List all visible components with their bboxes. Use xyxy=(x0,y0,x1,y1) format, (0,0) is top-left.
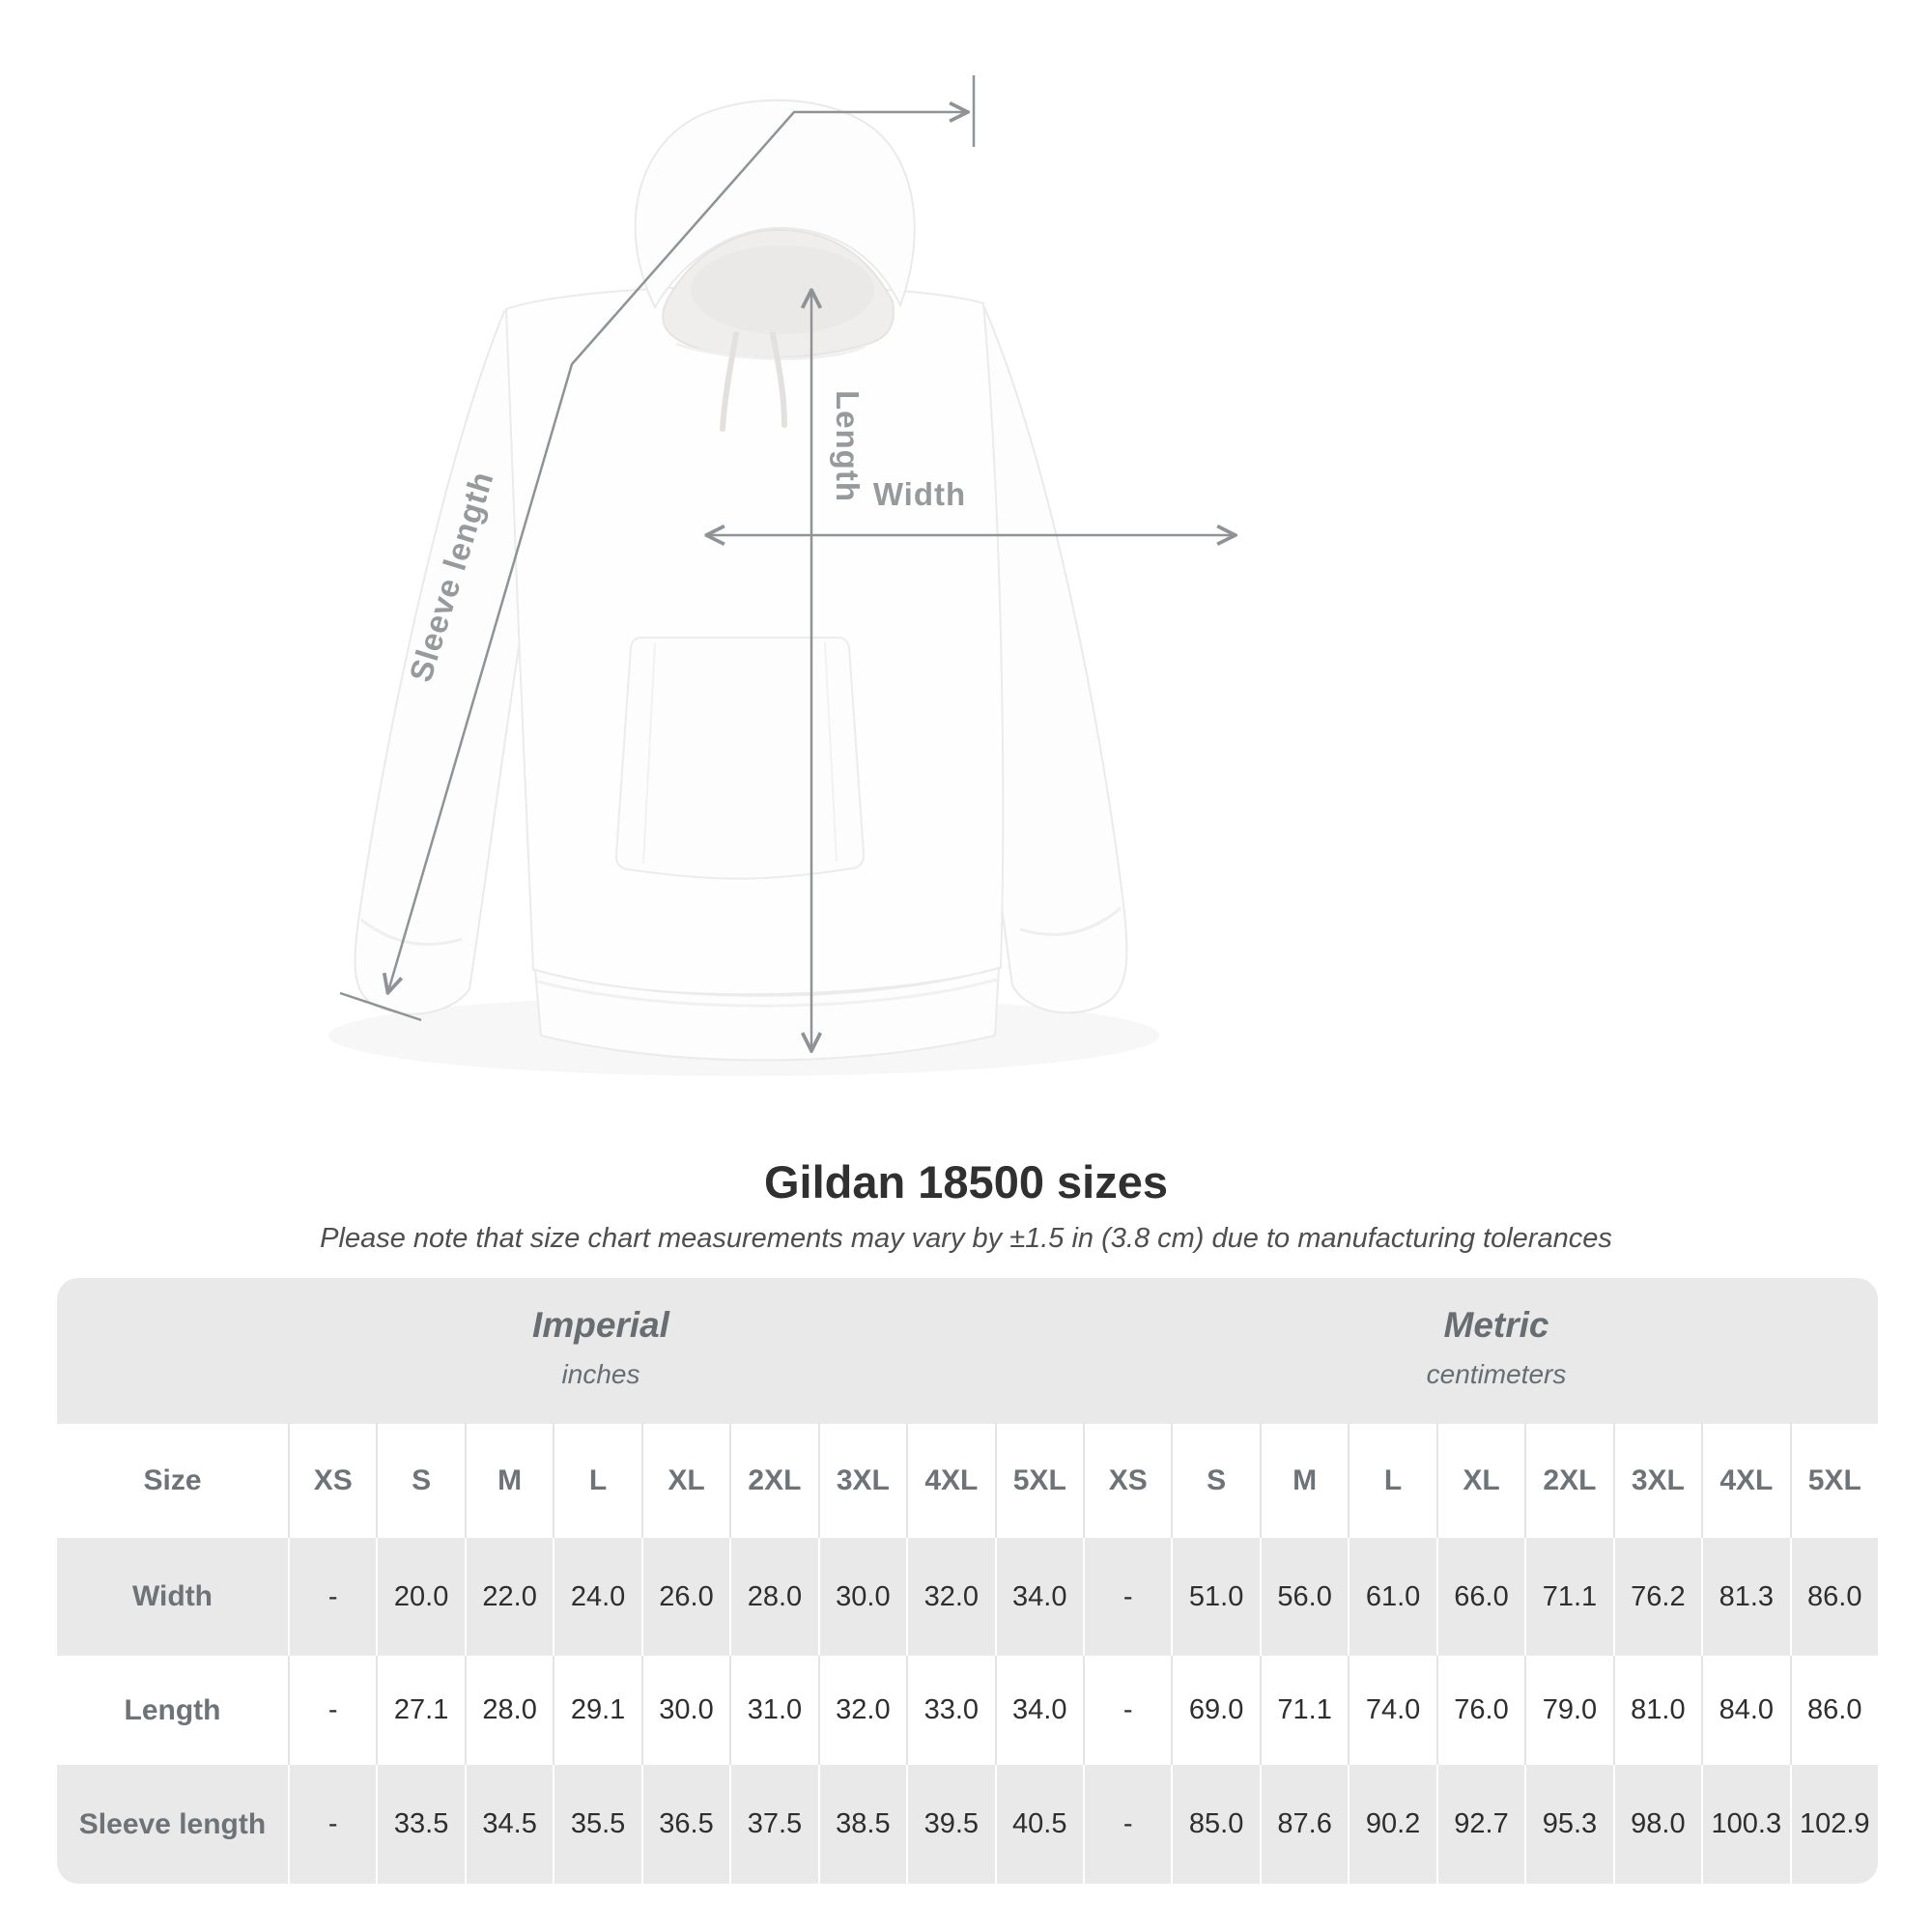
table-cell: 40.5 xyxy=(995,1765,1083,1884)
table-cell: 20.0 xyxy=(376,1538,464,1656)
table-cell: 95.3 xyxy=(1524,1765,1612,1884)
size-header-imperial-s: S xyxy=(376,1424,464,1538)
row-label: Length xyxy=(57,1656,288,1765)
size-header-metric-2xl: 2XL xyxy=(1524,1424,1612,1538)
table-cell: 51.0 xyxy=(1171,1538,1259,1656)
table-cell: 71.1 xyxy=(1524,1538,1612,1656)
table-cell: - xyxy=(1083,1656,1171,1765)
table-cell: - xyxy=(288,1538,376,1656)
table-cell: 33.0 xyxy=(906,1656,994,1765)
units-header-band xyxy=(57,1278,1878,1424)
table-cell: 79.0 xyxy=(1524,1656,1612,1765)
table-cell: 32.0 xyxy=(906,1538,994,1656)
imperial-header xyxy=(532,1278,669,1390)
table-cell: - xyxy=(288,1765,376,1884)
table-cell: 26.0 xyxy=(641,1538,729,1656)
table-cell: 87.6 xyxy=(1260,1765,1348,1884)
table-cell: 27.1 xyxy=(376,1656,464,1765)
table-cell: 86.0 xyxy=(1790,1656,1878,1765)
table-cell: 71.1 xyxy=(1260,1656,1348,1765)
table-cell: 74.0 xyxy=(1348,1656,1435,1765)
metric-header-unit: centimeters xyxy=(1426,1359,1567,1389)
size-header-imperial-5xl: 5XL xyxy=(995,1424,1083,1538)
table-cell: 29.1 xyxy=(553,1656,640,1765)
table-cell: - xyxy=(1083,1765,1171,1884)
size-header-imperial-4xl: 4XL xyxy=(906,1424,994,1538)
size-header-metric-4xl: 4XL xyxy=(1701,1424,1789,1538)
table-cell: - xyxy=(1083,1538,1171,1656)
size-header-metric-5xl: 5XL xyxy=(1790,1424,1878,1538)
size-header-metric-l: L xyxy=(1348,1424,1435,1538)
table-cell: 76.2 xyxy=(1613,1538,1701,1656)
table-cell: 33.5 xyxy=(376,1765,464,1884)
length-label: Length xyxy=(830,390,866,502)
table-cell: 86.0 xyxy=(1790,1538,1878,1656)
table-cell: 35.5 xyxy=(553,1765,640,1884)
table-cell: 38.5 xyxy=(818,1765,906,1884)
size-header-imperial-2xl: 2XL xyxy=(729,1424,817,1538)
table-cell: 69.0 xyxy=(1171,1656,1259,1765)
sleeve-length-label: Sleeve length xyxy=(402,467,500,686)
table-cell: 31.0 xyxy=(729,1656,817,1765)
table-cell: 92.7 xyxy=(1436,1765,1524,1884)
size-header-metric-s: S xyxy=(1171,1424,1259,1538)
size-header-imperial-3xl: 3XL xyxy=(818,1424,906,1538)
size-header-metric-xs: XS xyxy=(1083,1424,1171,1538)
table-cell: 30.0 xyxy=(818,1538,906,1656)
table-cell: 100.3 xyxy=(1701,1765,1789,1884)
table-cell: 102.9 xyxy=(1790,1765,1878,1884)
table-cell: 76.0 xyxy=(1436,1656,1524,1765)
table-cell: 84.0 xyxy=(1701,1656,1789,1765)
table-cell: 32.0 xyxy=(818,1656,906,1765)
table-cell: 22.0 xyxy=(465,1538,553,1656)
imperial-header-unit: inches xyxy=(561,1359,640,1389)
size-header-imperial-xl: XL xyxy=(641,1424,729,1538)
width-label: Width xyxy=(872,476,967,512)
table-cell: 39.5 xyxy=(906,1765,994,1884)
metric-header xyxy=(1427,1278,1567,1390)
row-label: Width xyxy=(57,1538,288,1656)
table-cell: 37.5 xyxy=(729,1765,817,1884)
table-cell: 34.0 xyxy=(995,1656,1083,1765)
table-cell: 34.0 xyxy=(995,1538,1083,1656)
table-cell: 28.0 xyxy=(729,1538,817,1656)
page-title: Gildan 18500 sizes xyxy=(763,1156,1169,1208)
table-cell: 30.0 xyxy=(641,1656,729,1765)
table-cell: 66.0 xyxy=(1436,1538,1524,1656)
size-grid xyxy=(57,1424,1878,1884)
size-header-imperial-xs: XS xyxy=(288,1424,376,1538)
table-cell: 28.0 xyxy=(465,1656,553,1765)
table-cell: 90.2 xyxy=(1348,1765,1435,1884)
page-subtitle: Please note that size chart measurements may vary by ±1.5 in (3.8 cm) due to manufacturing tolerances xyxy=(320,1223,1612,1254)
table-cell: - xyxy=(288,1656,376,1765)
table-cell: 34.5 xyxy=(465,1765,553,1884)
size-header-imperial-l: L xyxy=(553,1424,640,1538)
size-table xyxy=(57,1278,1878,1884)
size-header-metric-3xl: 3XL xyxy=(1613,1424,1701,1538)
size-column-header: Size xyxy=(57,1424,288,1538)
row-label: Sleeve length xyxy=(57,1765,288,1884)
size-header-metric-m: M xyxy=(1260,1424,1348,1538)
size-header-imperial-m: M xyxy=(465,1424,553,1538)
table-cell: 85.0 xyxy=(1171,1765,1259,1884)
metric-header-title: Metric xyxy=(1443,1305,1549,1345)
table-cell: 36.5 xyxy=(641,1765,729,1884)
size-header-metric-xl: XL xyxy=(1436,1424,1524,1538)
table-cell: 98.0 xyxy=(1613,1765,1701,1884)
table-cell: 81.0 xyxy=(1613,1656,1701,1765)
table-cell: 24.0 xyxy=(553,1538,640,1656)
table-cell: 81.3 xyxy=(1701,1538,1789,1656)
table-cell: 61.0 xyxy=(1348,1538,1435,1656)
table-cell: 56.0 xyxy=(1260,1538,1348,1656)
imperial-header-title: Imperial xyxy=(532,1305,669,1345)
